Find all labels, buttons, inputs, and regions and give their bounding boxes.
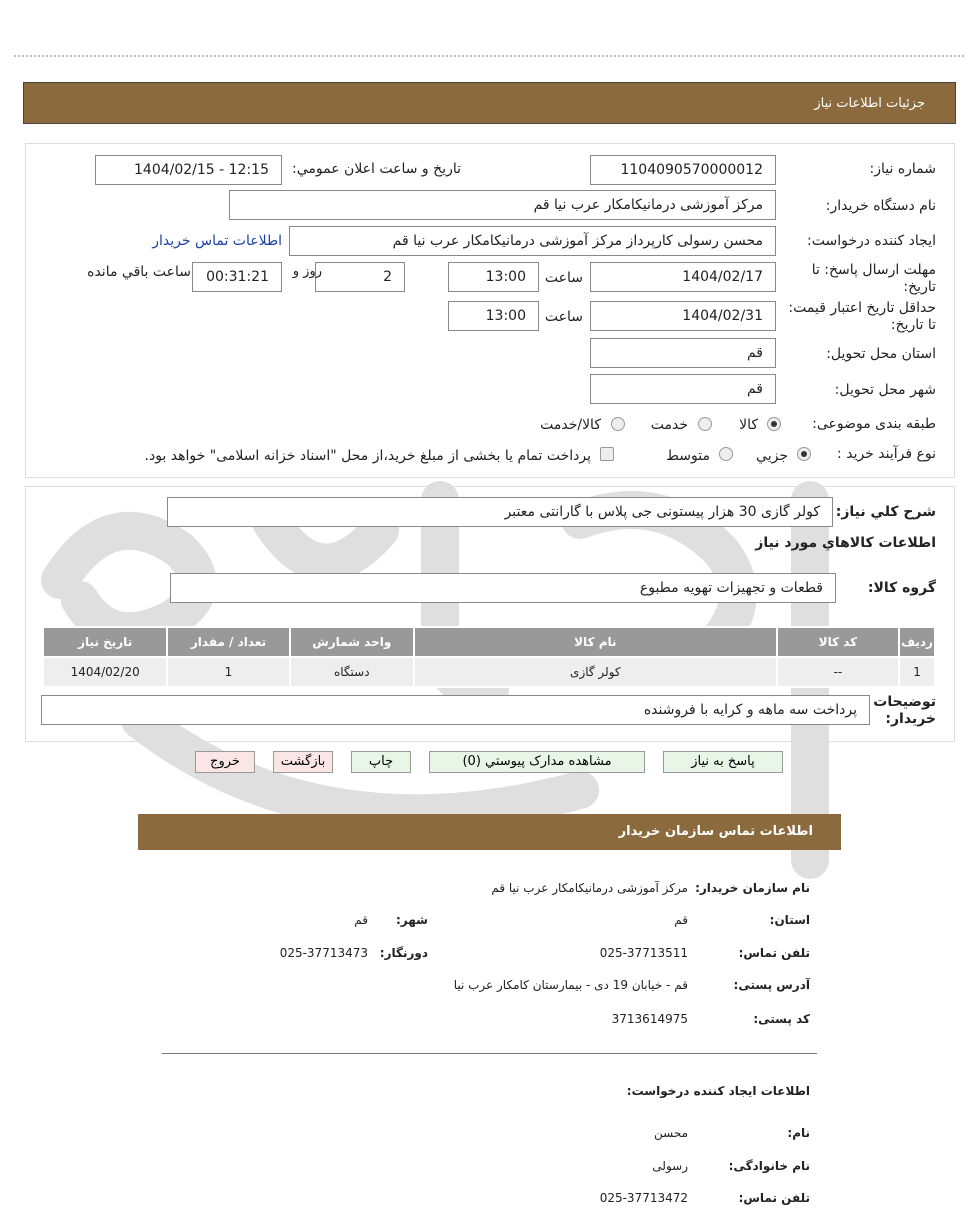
- org-name-label: نام سازمان خريدار:: [695, 881, 810, 895]
- category-radio-goods[interactable]: [767, 417, 781, 431]
- org-name-value: مرکز آموزشی درمانیکامکار عرب نیا قم: [491, 881, 688, 895]
- cell-row: 1: [899, 657, 935, 687]
- col-unit-header: واحد شمارش: [290, 627, 414, 657]
- need-number-field: 1104090570000012: [590, 155, 776, 185]
- reply-button[interactable]: پاسخ به نياز: [663, 751, 783, 773]
- contact-fax-value: 025-37713473: [279, 946, 368, 960]
- buyer-notes-label: توضيحات خريدار:: [873, 694, 936, 727]
- exit-button[interactable]: خروج: [195, 751, 255, 773]
- goods-info-title: اطلاعات کالاهاي مورد نياز: [755, 535, 936, 551]
- creator-first-name-value: محسن: [653, 1126, 688, 1140]
- days-label: روز و: [292, 264, 322, 279]
- cell-name: کولر گازی: [414, 657, 777, 687]
- remaining-time-label: ساعت باقي مانده: [87, 264, 191, 280]
- price-time-label: ساعت: [544, 309, 583, 325]
- buyer-contact-link[interactable]: اطلاعات تماس خريدار: [152, 233, 282, 249]
- col-code-header: کد کالا: [777, 627, 899, 657]
- contact-province-label: استان:: [769, 913, 810, 927]
- process-type-label: نوع فرآيند خريد :: [837, 446, 936, 462]
- creator-section-title: اطلاعات ایجاد کننده درخواست:: [626, 1084, 810, 1098]
- contact-phone-value: 025-37713511: [599, 946, 688, 960]
- treasury-payment-note: پرداخت تمام يا بخشی از مبلغ خريد،از محل "اسناد خزانه اسلامی" خواهد بود.: [144, 448, 591, 464]
- process-minor-label: جزيي: [756, 448, 788, 464]
- goods-table-header: [43, 627, 935, 657]
- contact-fax-label: دورنگار:: [379, 946, 428, 960]
- page-title: جزئيات اطلاعات نياز: [814, 96, 925, 111]
- reply-time-field: 13:00: [448, 262, 539, 292]
- treasury-payment-checkbox[interactable]: [600, 447, 614, 461]
- buyer-org-label: نام دستگاه خريدار:: [825, 198, 936, 214]
- col-name-header: نام کالا: [414, 627, 777, 657]
- creator-last-name-value: رسولی: [652, 1159, 688, 1173]
- cell-unit: دستگاه: [290, 657, 414, 687]
- contact-province-value: قم: [674, 913, 688, 927]
- goods-group-label: گروه کالا:: [867, 580, 936, 596]
- delivery-province-label: استان محل تحويل:: [826, 346, 936, 362]
- delivery-city-field: قم: [590, 374, 776, 404]
- back-button[interactable]: بازگشت: [273, 751, 333, 773]
- requester-field: محسن رسولی کارپرداز مرکز آموزشی درمانیکامکار عرب نیا قم: [289, 226, 776, 256]
- col-row-header: رديف: [899, 627, 935, 657]
- category-goods-label: کالا: [739, 417, 758, 433]
- contact-city-label: شهر:: [396, 913, 428, 927]
- days-remaining-field: 2: [315, 262, 405, 292]
- contact-divider: [162, 1053, 817, 1054]
- process-radio-minor[interactable]: [797, 447, 811, 461]
- print-button[interactable]: چاپ: [351, 751, 411, 773]
- category-service-label: خدمت: [650, 417, 688, 433]
- col-date-header: تاريخ نياز: [43, 627, 167, 657]
- requester-label: ايجاد کننده درخواست:: [807, 233, 936, 249]
- announce-label: تاريخ و ساعت اعلان عمومي:: [292, 161, 461, 177]
- cell-code: --: [777, 657, 899, 687]
- buyer-notes-field: پرداخت سه ماهه و کرایه با فروشنده: [41, 695, 870, 725]
- delivery-city-label: شهر محل تحويل:: [834, 382, 936, 398]
- creator-last-name-label: نام خانوادگی:: [728, 1159, 810, 1173]
- category-radio-service[interactable]: [698, 417, 712, 431]
- remaining-time-field: 00:31:21: [192, 262, 282, 292]
- contact-section-title: اطلاعات تماس سازمان خريدار: [618, 824, 813, 839]
- price-time-field: 13:00: [448, 301, 539, 331]
- goods-table: [42, 626, 936, 688]
- creator-phone-label: تلفن تماس:: [738, 1191, 810, 1205]
- price-date-field: 1404/02/31: [590, 301, 776, 331]
- process-radio-medium[interactable]: [719, 447, 733, 461]
- announce-field: 1404/02/15 - 12:15: [95, 155, 282, 185]
- delivery-province-field: قم: [590, 338, 776, 368]
- creator-phone-value: 025-37713472: [599, 1191, 688, 1205]
- summary-label: شرح کلي نياز:: [835, 504, 936, 520]
- table-row: [43, 657, 935, 687]
- reply-deadline-label: مهلت ارسال پاسخ: تا تاريخ:: [811, 262, 936, 295]
- contact-postal-value: 3713614975: [611, 1012, 688, 1026]
- summary-field: کولر گازی 30 هزار پیستونی جی پلاس با گارانتی معتبر: [167, 497, 833, 527]
- page-header: [23, 82, 956, 124]
- view-documents-button[interactable]: مشاهده مدارک پيوستي (0): [429, 751, 645, 773]
- category-goods-service-label: کالا/خدمت: [540, 417, 601, 433]
- top-separator: [14, 55, 964, 57]
- reply-date-field: 1404/02/17: [590, 262, 776, 292]
- need-number-label: شماره نياز:: [869, 161, 936, 177]
- contact-address-value: قم - خیابان 19 دی - بیمارستان کامکار عرب نیا: [453, 978, 688, 992]
- category-radio-goods-service[interactable]: [611, 417, 625, 431]
- contact-section-header: [138, 814, 841, 850]
- process-medium-label: متوسط: [666, 448, 710, 464]
- buyer-org-field: مرکز آموزشی درمانیکامکار عرب نیا قم: [229, 190, 776, 220]
- price-validity-label: حداقل تاريخ اعتبار قيمت: تا تاريخ:: [788, 300, 936, 333]
- creator-first-name-label: نام:: [787, 1126, 810, 1140]
- reply-time-label: ساعت: [544, 270, 583, 286]
- contact-city-value: قم: [354, 913, 368, 927]
- category-label: طبقه بندی موضوعی:: [812, 416, 936, 432]
- contact-postal-label: کد پستی:: [753, 1012, 810, 1026]
- contact-address-label: آدرس پستی:: [733, 978, 810, 992]
- cell-date: 1404/02/20: [43, 657, 167, 687]
- cell-qty: 1: [167, 657, 289, 687]
- col-qty-header: تعداد / مقدار: [167, 627, 289, 657]
- goods-group-field: قطعات و تجهیزات تهویه مطبوع: [170, 573, 836, 603]
- contact-phone-label: تلفن تماس:: [738, 946, 810, 960]
